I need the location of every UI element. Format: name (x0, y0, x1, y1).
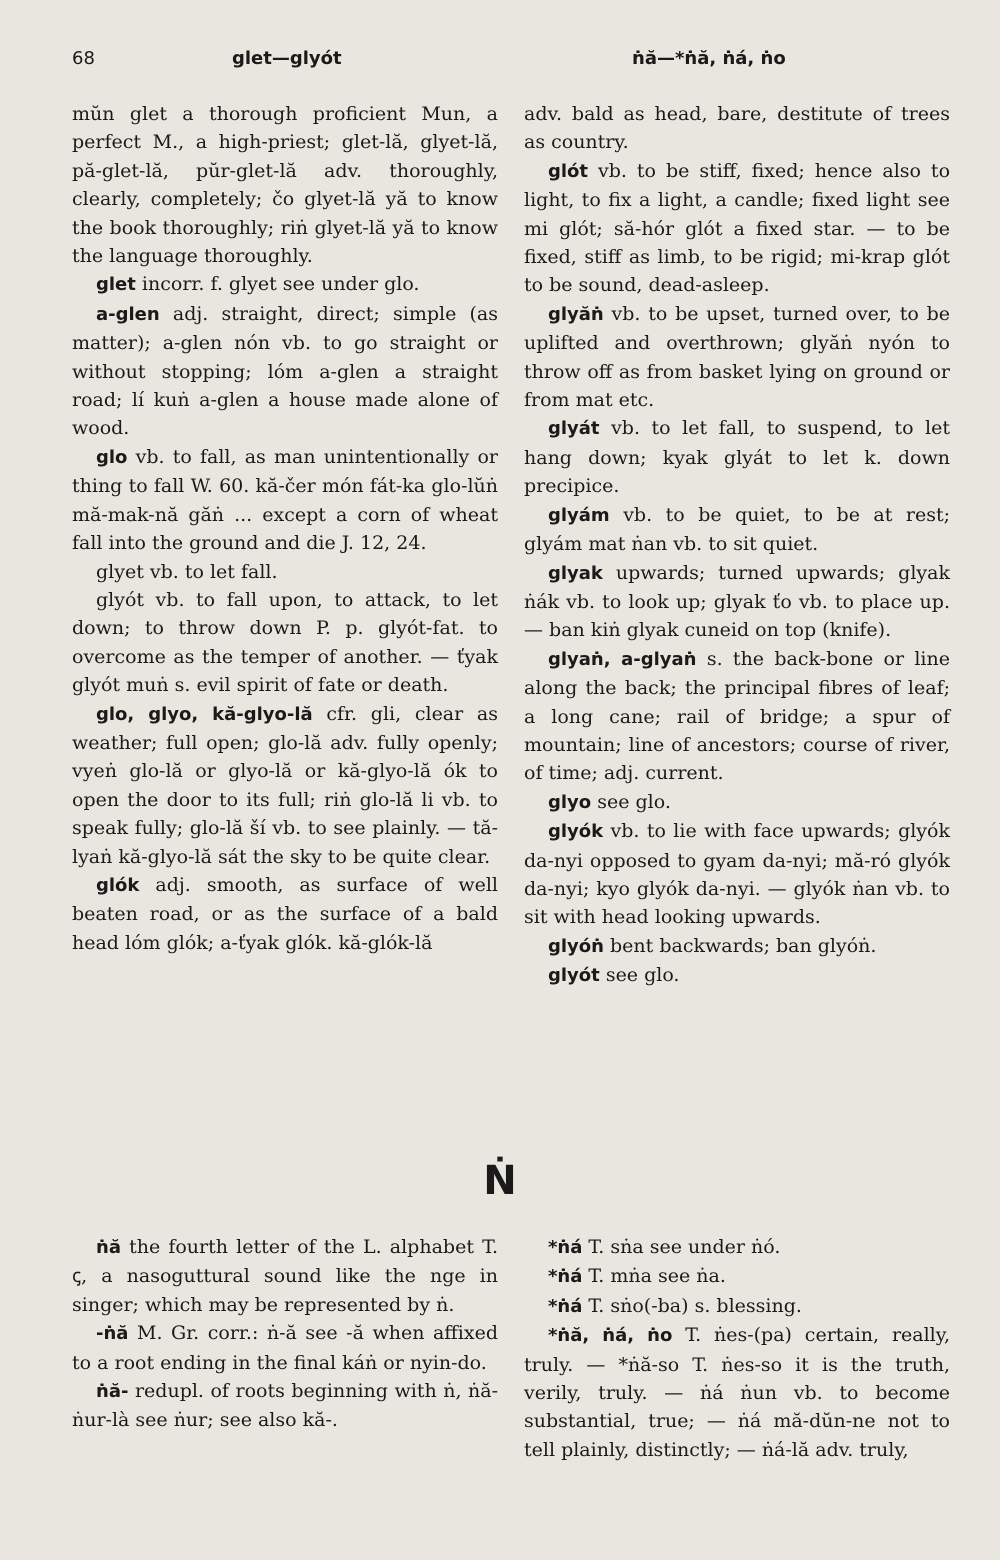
entry-definition: adv. bald as head, bare, destitute of trees as country. (524, 103, 950, 154)
right-guide-word: ṅă—*ṅă, ṅá, ṅo (632, 48, 786, 69)
dictionary-entry (72, 443, 498, 558)
entry-definition: upwards; turned upwards; glyak ṅák vb. to look up; glyak ťo vb. to place up. — ban kiṅ glyak cuneid on top (knife). (524, 561, 950, 642)
dictionary-entry (524, 157, 950, 300)
entry-definition: vb. to lie with face upwards; glyók da-nyi opposed to gyam da-nyi; mă-ró glyók da-nyi; kyo glyók da-nyi. — glyók ṅan vb. to sit with head looking upwards. (524, 820, 950, 929)
entry-headword: glyóṅ (548, 935, 604, 957)
dictionary-entry (524, 300, 950, 415)
dictionary-entry (524, 100, 950, 157)
entry-definition: see glo. (605, 964, 680, 987)
entry-definition: vb. to let fall, to suspend, to let hang down; kyak glyát to let k. down precipice. (524, 417, 950, 498)
entry-definition: T. mṅa see ṅa. (588, 1265, 726, 1288)
entry-definition: T. sṅa see under ṅó. (588, 1236, 781, 1258)
entry-definition: T. ṅes-(pa) certain, really, truly. — *ṅă-so T. ṅes-so it is the truth, verily, truly. — ṅá ṅun vb. to become substantial, true; — ṅá mă-dŭn-ne not to tell plainly, distinctly; — ṅá-lă adv. truly, (524, 1324, 950, 1461)
dictionary-entry (524, 1321, 950, 1464)
entry-headword: *ṅá (548, 1237, 583, 1258)
dictionary-entry (524, 501, 950, 559)
dictionary-entry (72, 1233, 498, 1319)
dictionary-entry (524, 932, 950, 961)
dictionary-entry (524, 817, 950, 932)
entry-headword: glyo (548, 791, 592, 813)
entry-headword: a-glen (96, 303, 160, 325)
dictionary-entry (524, 788, 950, 817)
entry-headword: glók (96, 874, 140, 896)
entry-definition: adj. smooth, as surface of well beaten road, or as the surface of a bald head lóm glók; a-ťyak glók. kă-glók-lă (72, 873, 498, 954)
bottom-left-column (72, 1233, 498, 1435)
entry-definition: vb. to be quiet, to be at rest; glyám mat ṅan vb. to sit quiet. (524, 503, 950, 556)
entry-definition: see glo. (597, 790, 671, 813)
dictionary-entry (72, 871, 498, 957)
entry-definition: M. Gr. corr.: ṅ-ă see -ă when affixed to a root ending in the final káṅ or nyin-do. (72, 1322, 499, 1374)
dictionary-entry (524, 1233, 950, 1262)
entry-headword: glyát (548, 418, 600, 440)
entry-headword: glo, glyo, kă-glyo-lă (96, 703, 313, 725)
bottom-right-column (524, 1233, 950, 1464)
section-letter: Ṅ (483, 1158, 517, 1204)
entry-headword: *ṅá (548, 1266, 583, 1288)
entry-headword: glót (548, 160, 589, 182)
entry-headword: ṅă (96, 1237, 121, 1258)
entry-headword: glyak (548, 562, 603, 584)
entry-definition: incorr. f. glyet see under glo. (141, 273, 420, 296)
entry-definition: mŭn glet a thorough proficient Mun, a perfect M., a high-priest; glet-lă, glyet-lă, pă-glet-lă, pŭr-glet-lă adv. thoroughly, clearly, completely; čo glyet-lă yă to know the book thoroughly; riṅ glyet-lă yă to know the language thoroughly. (72, 103, 498, 268)
entry-headword: glyaṅ, a-glyaṅ (548, 648, 697, 670)
dictionary-entry (72, 700, 498, 871)
entry-headword: glo (96, 446, 128, 468)
dictionary-entry (72, 558, 498, 586)
dictionary-entry (524, 961, 950, 990)
entry-headword: glyók (548, 821, 604, 843)
dictionary-entry (72, 270, 498, 299)
entry-definition: s. the back-bone or line along the back; the principal fibres of leaf; a long cane; rail of bridge; a spur of mountain; line of ancestors; course of river, of time; adj. current. (524, 647, 950, 785)
dictionary-entry (524, 1262, 950, 1291)
dictionary-entry (72, 300, 498, 443)
entry-headword: *ṅă, ṅá, ṅo (548, 1325, 673, 1347)
entry-definition: T. sṅo(-ba) s. blessing. (588, 1294, 802, 1317)
entry-headword: -ṅă (96, 1323, 129, 1345)
entry-definition: vb. to be stiff, fixed; hence also to light, to fix a light, a candle; fixed light see mi glót; să-hór glót a fixed star. — to be fixed, stiff as limb, to be rigid; mi-krap glót to be sound, dead-asleep. (524, 159, 951, 297)
page-number: 68 (72, 48, 95, 69)
dictionary-entry (524, 1292, 950, 1321)
dictionary-entry (524, 414, 950, 500)
dictionary-entry (72, 1377, 498, 1435)
dictionary-entry (524, 645, 950, 788)
dictionary-entry (72, 1319, 498, 1377)
entry-headword: *ṅá (548, 1295, 583, 1317)
dictionary-entry (524, 559, 950, 645)
right-column (524, 100, 950, 991)
entry-definition: vb. to be upset, turned over, to be uplifted and overthrown; glyăṅ nyón to throw off as from basket lying on ground or from mat etc. (524, 302, 950, 412)
entry-definition: the fourth letter of the L. alphabet T. ꞔ, a nasoguttural sound like the nge in singer; which may be represented by ṅ. (72, 1236, 498, 1316)
entry-definition: adj. straight, direct; simple (as matter); a-glen nón vb. to go straight or without stopping; lóm a-glen a straight road; lí kuṅ a-glen a house made alone of wood. (72, 302, 498, 440)
page-header (0, 48, 1000, 78)
entry-headword: glet (96, 274, 136, 296)
entry-definition: glyót vb. to fall upon, to attack, to let down; to throw down P. p. glyót-fat. to overcome as the temper of another. — ťyak glyót muṅ s. evil spirit of fate or death. (72, 588, 498, 697)
entry-headword: glyám (548, 504, 610, 526)
entry-definition: glyet vb. to let fall. (96, 560, 278, 583)
dictionary-entry (72, 586, 498, 700)
left-guide-word: glet—glyót (232, 48, 342, 69)
left-column (72, 100, 498, 957)
entry-definition: cfr. gli, clear as weather; full open; glo-lă adv. fully openly; vyeṅ glo-lă or glyo-lă or kă-glyo-lă ók to open the door to its full; riṅ glo-lă li vb. to speak fully; glo-lă ší vb. to see plainly. — tă-lyaṅ kă-glyo-lă sát the sky to be quite clear. (72, 702, 498, 868)
dictionary-entry (72, 100, 498, 270)
entry-definition: redupl. of roots beginning with ṅ, ṅă-ṅur-là see ṅur; see also kă-. (72, 1380, 498, 1432)
entry-headword: glyăṅ (548, 303, 604, 325)
entry-definition: vb. to fall, as man unintentionally or thing to fall W. 60. kă-čer món fát-ka glo-lŭṅ mă-mak-nă găṅ ... except a corn of wheat fall into the ground and die J. 12, 24. (72, 445, 498, 555)
entry-headword: ṅă- (96, 1381, 129, 1403)
entry-headword: glyót (548, 965, 600, 987)
entry-definition: bent backwards; ban glyóṅ. (610, 934, 877, 957)
